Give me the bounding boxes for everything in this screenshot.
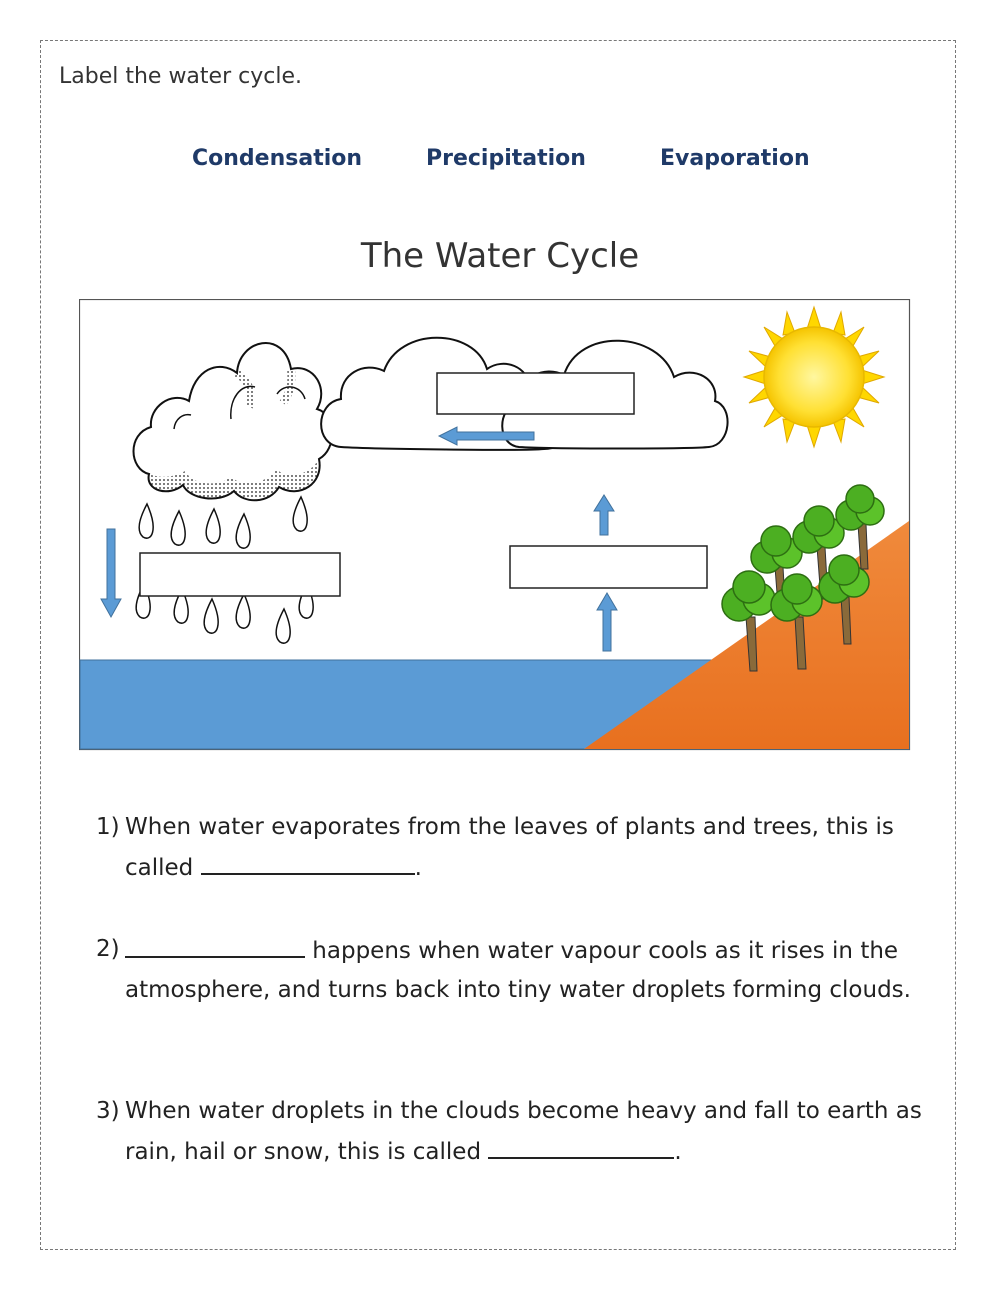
question-text: When water evaporates from the leaves of plants and trees, this is called [125,814,894,881]
answer-blank[interactable] [201,847,415,875]
label-box-evaporation[interactable] [510,546,707,588]
word-precipitation[interactable]: Precipitation [426,146,586,171]
question-text-end: . [674,1139,682,1165]
instruction-text: Label the water cycle. [59,64,302,89]
question-number: 1) [96,814,120,840]
diagram-title: The Water Cycle [360,236,640,276]
word-evaporation[interactable]: Evaporation [660,146,810,171]
label-box-condensation[interactable] [437,373,634,414]
answer-blank[interactable] [488,1131,674,1159]
question-3 [96,1092,936,1172]
question-text: When water droplets in the clouds become heavy and fall to earth as rain, hail or snow, this is called [125,1098,922,1165]
question-text-end: . [414,855,422,881]
question-1 [96,808,936,888]
question-2 [96,930,936,1010]
sun-icon [744,307,884,447]
question-text-end: happens when water vapour cools as it rises in the atmosphere, and turns back into tiny water droplets forming clouds. [125,938,911,1003]
label-box-precipitation[interactable] [140,553,340,596]
answer-blank[interactable] [125,930,305,958]
word-condensation[interactable]: Condensation [192,146,363,171]
question-number: 2) [96,936,120,962]
question-number: 3) [96,1098,120,1124]
water-cycle-diagram [79,299,911,751]
